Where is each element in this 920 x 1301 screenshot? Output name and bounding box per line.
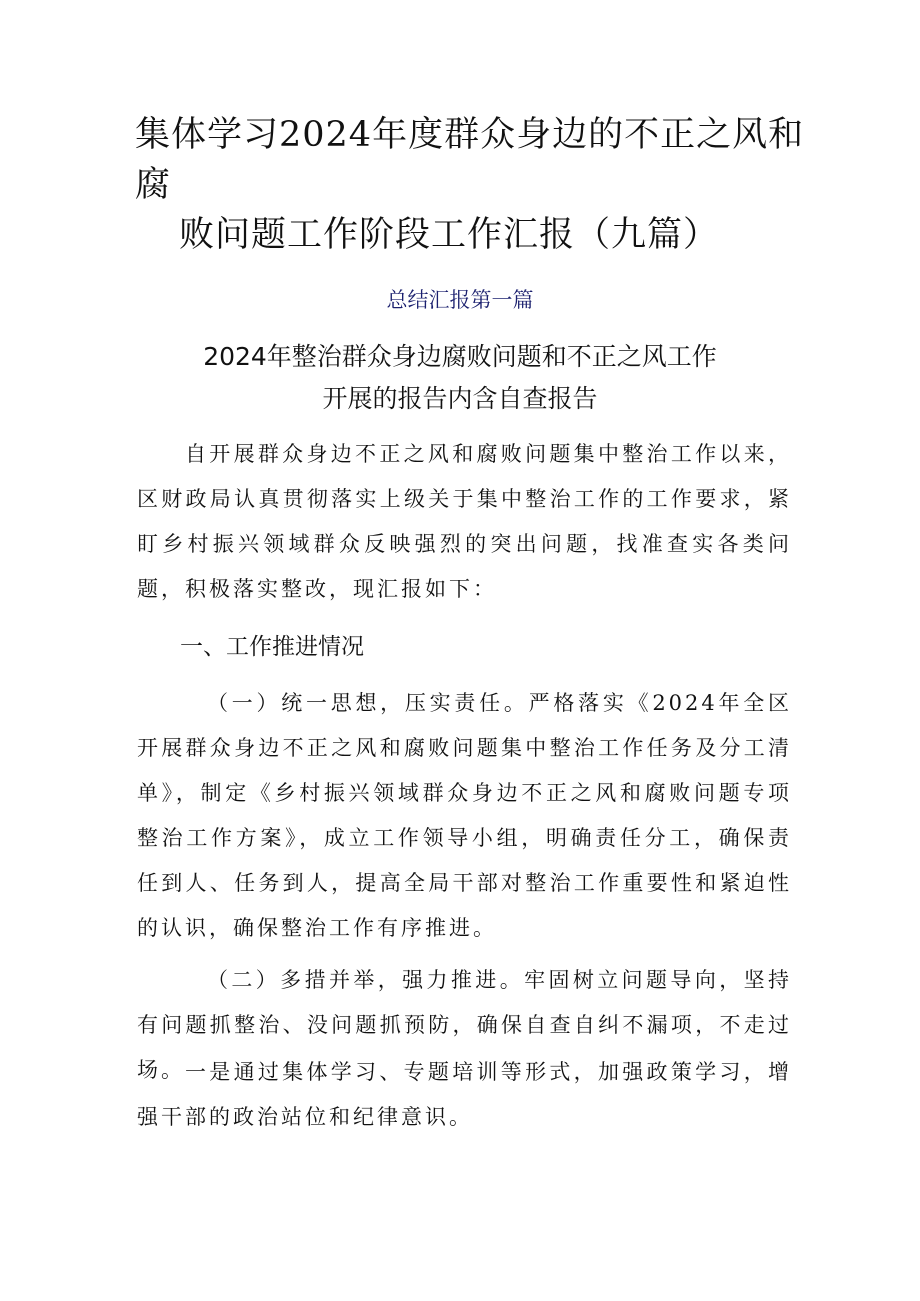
report-title-line-2: 开展的报告内含自查报告 — [322, 384, 598, 413]
document-title-line-1: 集体学习2024年度群众身边的不正之风和腐 — [135, 115, 805, 205]
document-title-line-2: 败问题工作阶段工作汇报（九篇） — [179, 215, 720, 255]
report-title — [0, 336, 920, 420]
section-label: 总结汇报第一篇 — [386, 288, 534, 312]
intro-paragraph: 自开展群众身边不正之风和腐败问题集中整治工作以来，区财政局认真贯彻落实上级关于集中整治工作的工作要求，紧盯乡村振兴领域群众反映强烈的突出问题，找准查实各类问题，积极落实整改，现汇报如下： — [137, 442, 792, 601]
report-title-line-1: 2024年整治群众身边腐败问题和不正之风工作 — [203, 342, 717, 371]
paragraph-first-measure: 一是通过集体学习、专题培训等形式，加强政策学习，增强干部的政治站位和纪律意识。 — [137, 1060, 792, 1129]
paragraph-unify-thinking: （一）统一思想，压实责任。严格落实《2024年全区开展群众身边不正之风和腐败问题集中整治工作任务及分工清单》，制定《乡村振兴领域群众身边不正之风和腐败问题专项整治工作方案》，成立工作领导小组，明确责任分工，确保责任到人、任务到人，提高全局干部对整治工作重要性和紧迫性的认识，确保整治工作有序推进。 — [137, 691, 792, 940]
document-title — [135, 110, 815, 260]
section-heading: 一、工作推进情况 — [180, 634, 364, 660]
paragraph-multiple-measures: （二）多措并举，强力推进。牢固树立问题导向，坚持有问题抓整治、没问题抓预防，确保自查自纠不漏项，不走过场。 — [137, 968, 792, 1082]
